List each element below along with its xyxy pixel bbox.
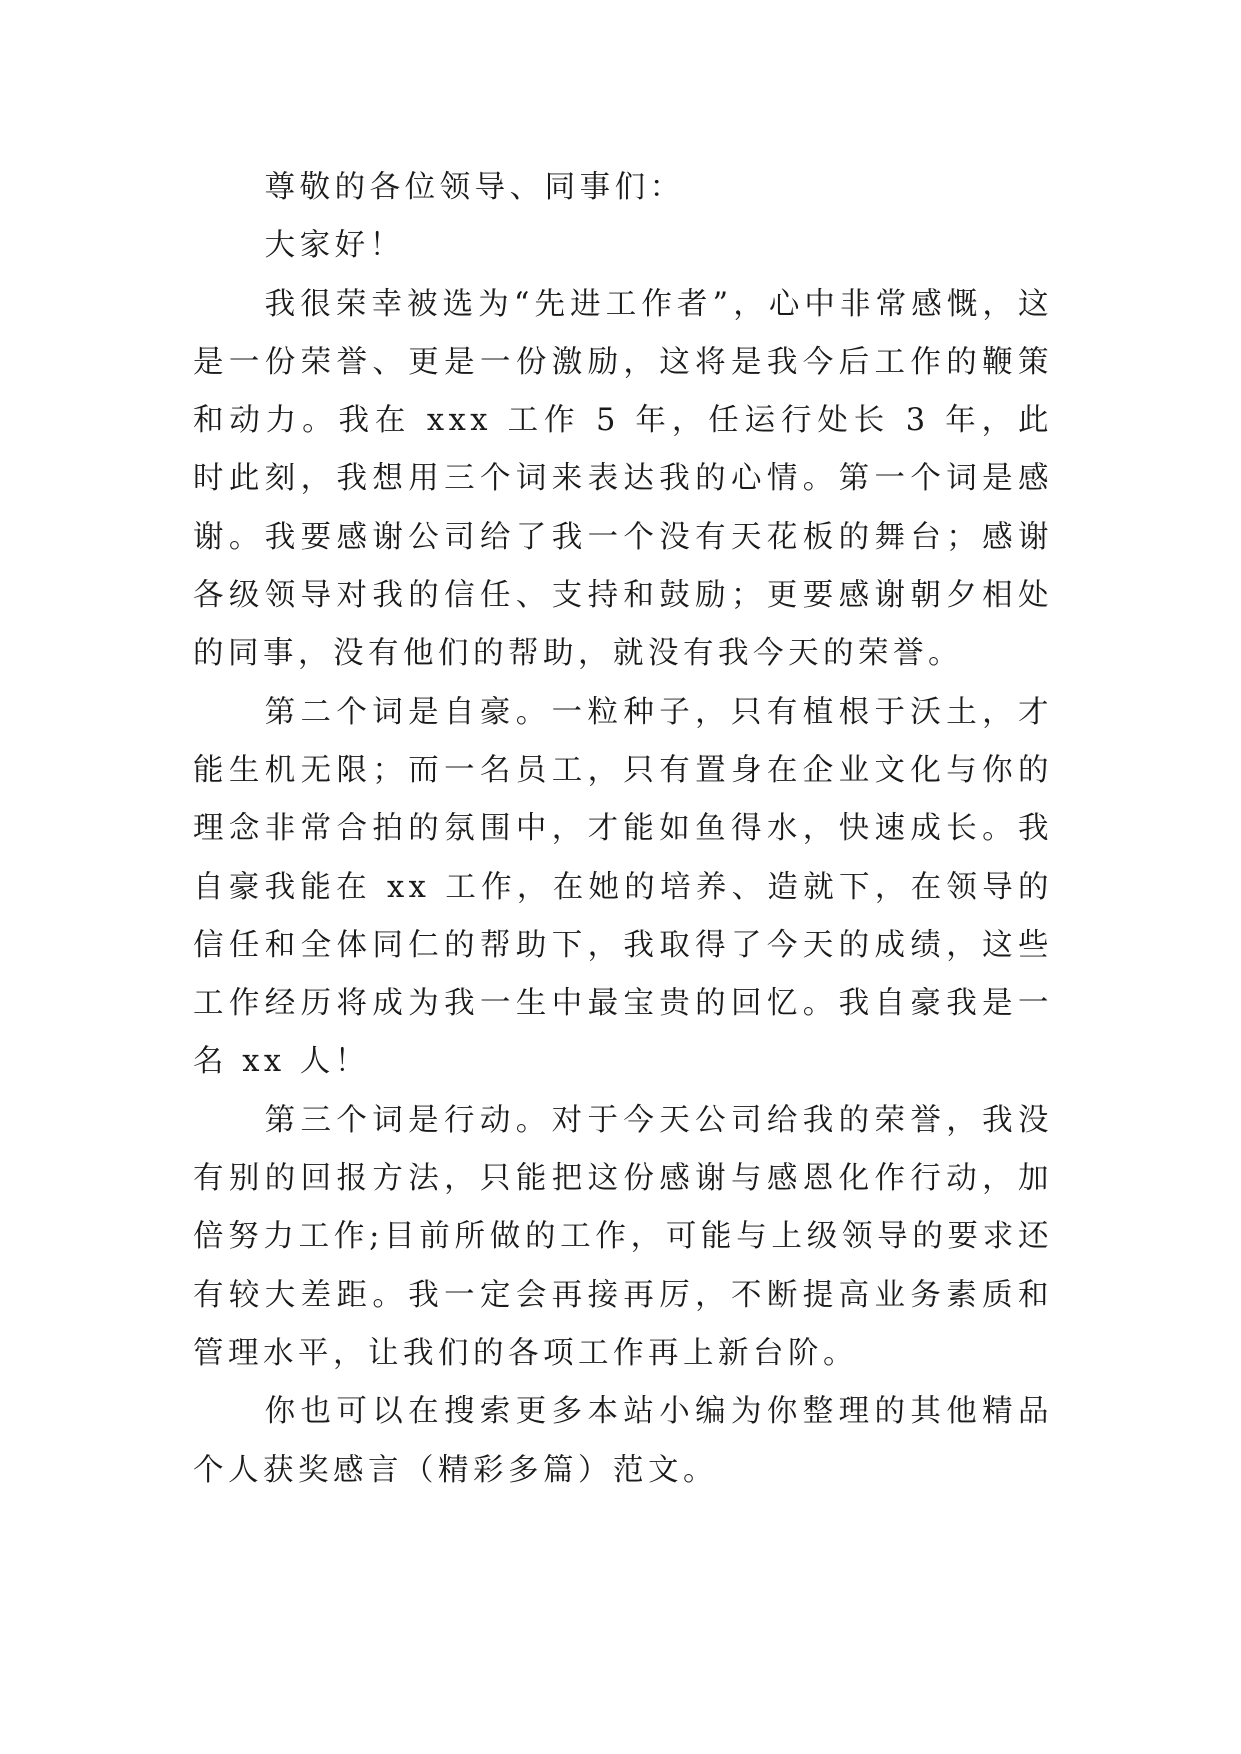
hello-line: 大家好！ <box>264 228 405 264</box>
document-body <box>193 159 1053 1500</box>
greeting-line: 尊敬的各位领导、同事们： <box>264 170 685 205</box>
paragraph-pride: 第二个词是自豪。一粒种子，只有植根于沃土，才能生机无限；而一名员工，只有置身在企业文化与你的理念非常合拍的氛围中，才能如鱼得水，快速成长。我自豪我能在 xx 工作，在她的培养、造就下，在领导的信任和全体同仁的帮助下，我取得了今天的成绩，这些工作经历将成为我一生中最宝贵的回忆。我自豪我是一名 xx 人！ <box>193 694 1053 1080</box>
paragraph-thanks: 我很荣幸被选为“先进工作者”，心中非常感慨，这是一份荣誉、更是一份激励，这将是我今后工作的鞭策和动力。我在 xxx 工作 5 年，任运行处长 3 年，此时此刻，我想用三个词来表达我的心情。第一个词是感谢。我要感谢公司给了我一个没有天花板的舞台；感谢各级领导对我的信任、支持和鼓励；更要感谢朝夕相处的同事，没有他们的帮助，就没有我今天的荣誉。 <box>193 286 1053 672</box>
paragraph-action: 第三个词是行动。对于今天公司给我的荣誉，我没有别的回报方法，只能把这份感谢与感恩化作行动，加倍努力工作;目前所做的工作，可能与上级领导的要求还有较大差距。我一定会再接再厉，不断提高业务素质和管理水平，让我们的各项工作再上新台阶。 <box>193 1102 1053 1371</box>
paragraph-closing: 你也可以在搜索更多本站小编为你整理的其他精品个人获奖感言（精彩多篇）范文。 <box>193 1394 1053 1488</box>
